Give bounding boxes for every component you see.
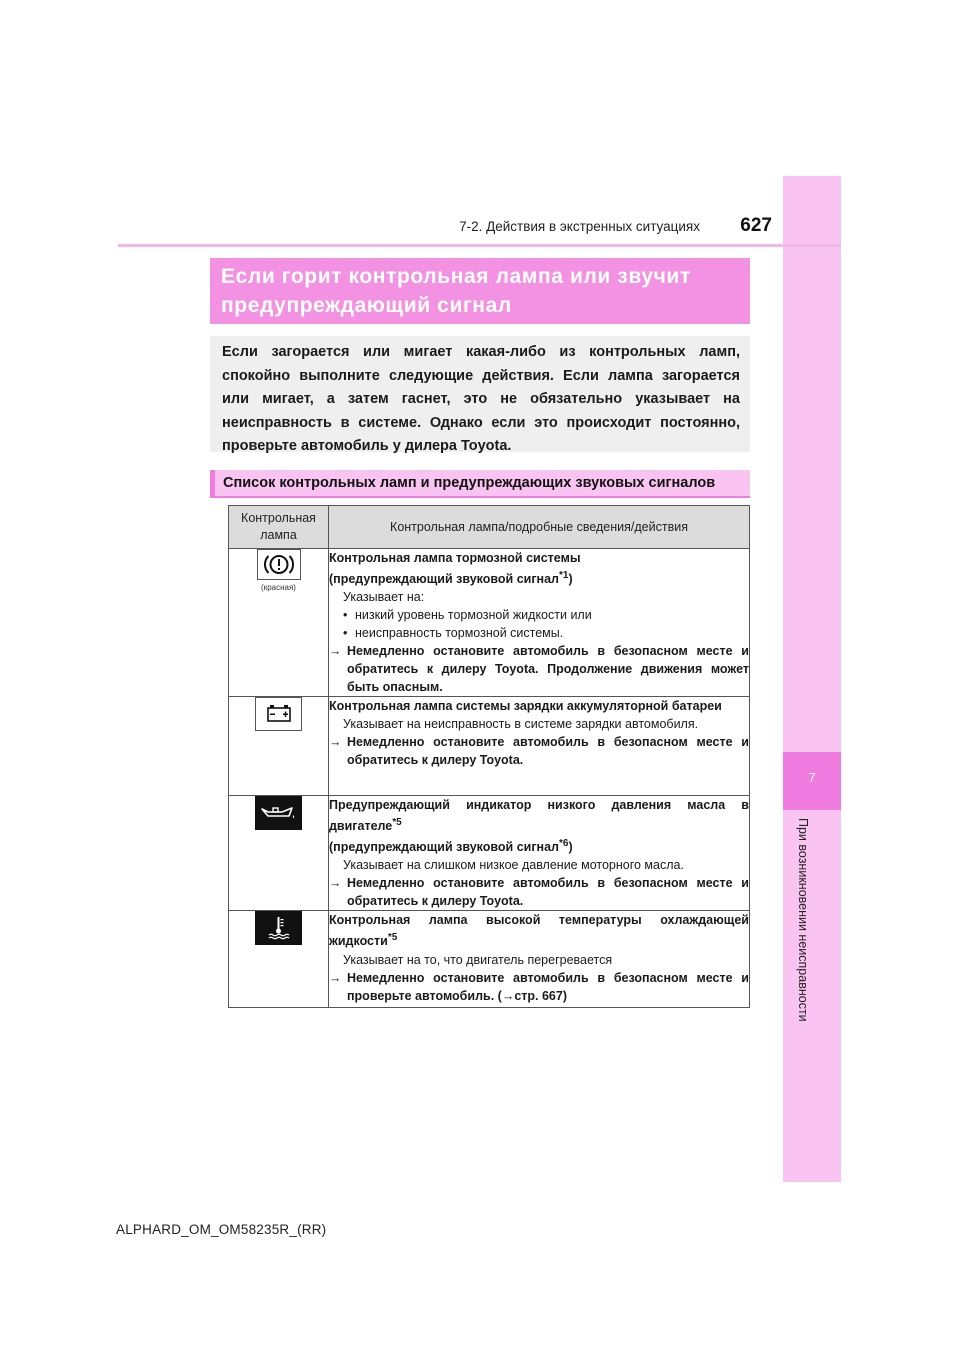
page-title [210, 258, 750, 324]
description-cell [329, 911, 750, 1008]
indicates-label: Указывает на: [343, 590, 425, 605]
page-reference: стр. 667) [514, 988, 568, 1003]
description-cell [329, 697, 750, 796]
action-instruction [329, 969, 749, 1005]
bullet-item: • низкий уровень тормозной жидкости или [343, 608, 592, 623]
intro-paragraph: Если загорается или мигает какая-либо из контрольных ламп, спокойно выполните следующие действия. Если лампа загорается или мигает, а затем гаснет, это не обязательно указывает на неисправность в системе. Однако если это происходит постоянно, проверьте автомобиль у дилера Toyota. [210, 336, 750, 452]
oil-can-icon [255, 796, 302, 830]
page-number: 627 [740, 215, 772, 236]
bullet-item: • неисправность тормозной системы. [343, 626, 564, 641]
lamp-title [329, 549, 749, 588]
table-row [229, 796, 750, 911]
lamp-title-text: Контрольная лампа высокой температуры охлаждающей жидкости [329, 913, 749, 949]
lamp-title [329, 796, 749, 856]
bullet-text: низкий уровень тормозной жидкости или [355, 608, 592, 623]
column-header-lamp-line-1: Контрольная [241, 511, 316, 525]
chapter-number-tab[interactable] [783, 752, 841, 810]
arrow-icon: → [329, 644, 342, 659]
lamp-title [329, 911, 749, 950]
action-instruction [329, 642, 749, 696]
action-instruction [329, 733, 749, 769]
lamp-title-line-2: (предупреждающий звуковой сигнал [329, 572, 559, 587]
description-cell [329, 549, 750, 697]
table-row [229, 911, 750, 1008]
brake-warning-icon [257, 549, 301, 580]
action-text: Немедленно остановите автомобиль в безопасном месте и обратитесь к дилеру Toyota. [347, 876, 749, 909]
lamp-description: Указывает на слишком низкое давление моторного масла. [343, 858, 684, 873]
action-text: Немедленно остановите автомобиль в безопасном месте и обратитесь к дилеру Toyota. [347, 735, 749, 768]
warning-lamp-table [228, 505, 750, 1008]
lamp-description: Указывает на неисправность в системе зарядки автомобиля. [343, 717, 699, 732]
table-row [229, 697, 750, 796]
section-title: 7-2. Действия в экстренных ситуациях [459, 219, 700, 234]
icon-cell [229, 911, 329, 1008]
icon-cell [229, 796, 329, 911]
lamp-title: Контрольная лампа системы зарядки аккумуляторной батареи [329, 699, 722, 714]
action-text: Немедленно остановите автомобиль в безопасном месте и обратитесь к дилеру Toyota. Продолжение движения может быть опасным. [347, 644, 749, 695]
coolant-temp-icon [255, 911, 302, 945]
column-header-details: Контрольная лампа/подробные сведения/действия [329, 506, 750, 549]
table-header-row [229, 506, 750, 549]
page-title-line-2: предупреждающий сигнал [221, 294, 512, 317]
subheading: Список контрольных ламп и предупреждающих звуковых сигналов [210, 470, 750, 496]
page-reference-link[interactable] [502, 989, 567, 1003]
lamp-title-line-2: (предупреждающий звуковой сигнал [329, 840, 559, 855]
action-text: Немедленно остановите автомобиль в безопасном месте и проверьте автомобиль. ( [347, 970, 749, 1003]
column-header-lamp [229, 506, 329, 549]
lamp-title-end: ) [568, 572, 573, 587]
footnote-ref: *1 [559, 570, 569, 581]
battery-icon [255, 697, 302, 731]
chapter-number: 7 [808, 770, 816, 785]
lamp-title-line-1: Контрольная лампа тормозной системы [329, 551, 581, 565]
arrow-icon: → [329, 735, 342, 750]
arrow-icon: → [501, 988, 515, 1003]
lamp-title-end: ) [568, 840, 573, 855]
chapter-title: При возникновении неисправности [796, 818, 810, 1022]
icon-cell [229, 549, 329, 697]
description-cell [329, 796, 750, 911]
bullet-text: неисправность тормозной системы. [355, 626, 564, 641]
page-title-line-1: Если горит контрольная лампа или звучит [221, 265, 691, 288]
action-instruction [329, 874, 749, 910]
icon-cell [229, 697, 329, 796]
arrow-icon: → [329, 970, 342, 985]
footnote-ref: *6 [559, 838, 569, 850]
document-code: ALPHARD_OM_OM58235R_(RR) [116, 1222, 327, 1237]
subheading-rule [210, 496, 750, 498]
footnote-ref: *5 [392, 817, 402, 829]
footnote-ref: *5 [387, 932, 398, 944]
column-header-lamp-line-2: лампа [260, 528, 297, 542]
header-rule [118, 244, 841, 247]
lamp-title-line-1: Предупреждающий индикатор низкого давления масла в двигателе [329, 798, 749, 834]
lamp-description: Указывает на то, что двигатель перегревается [343, 952, 613, 967]
table-row [229, 549, 750, 697]
arrow-icon: → [329, 876, 342, 891]
icon-caption: (красная) [261, 583, 296, 592]
